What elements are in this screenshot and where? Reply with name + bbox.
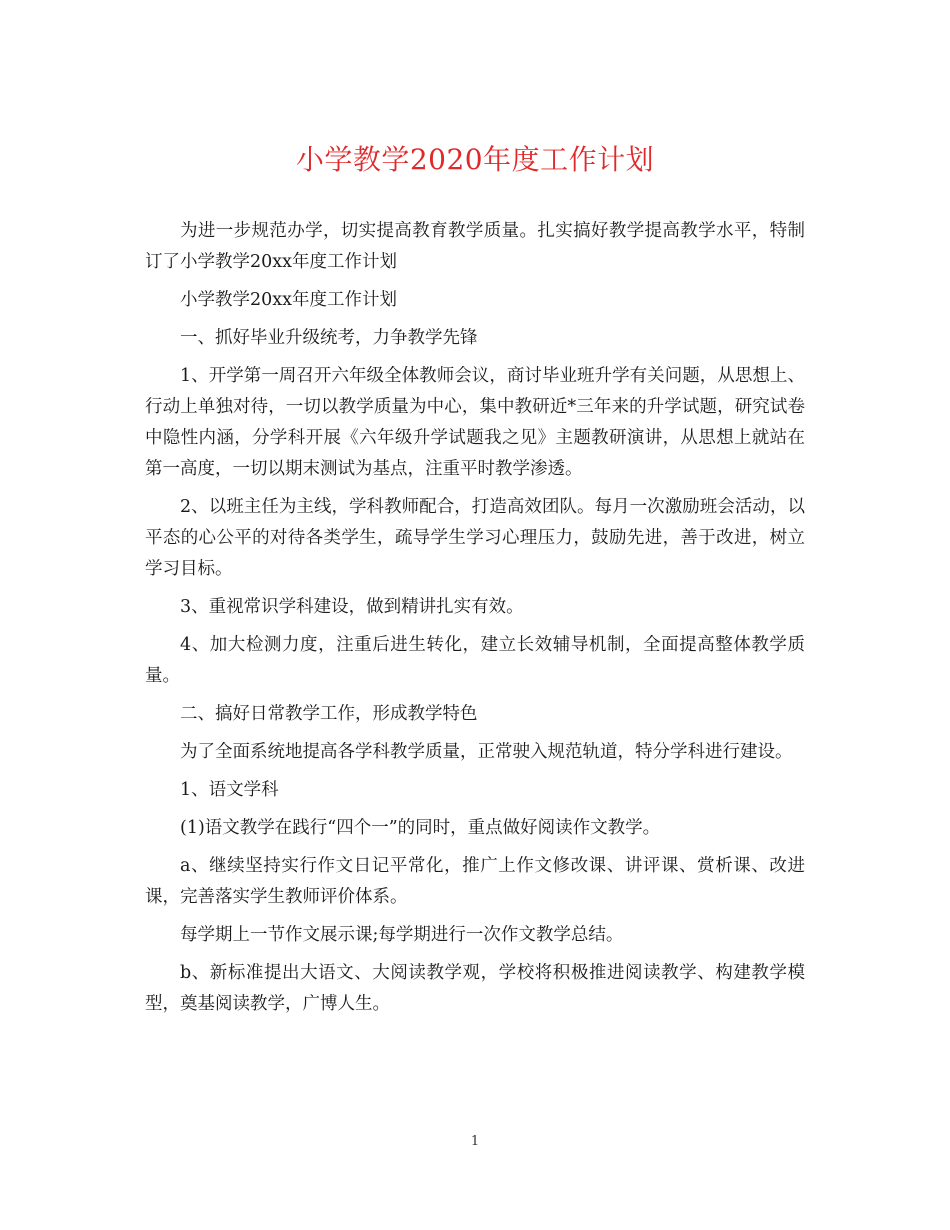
- paragraph-intro: 为进一步规范办学，切实提高教育教学质量。扎实搞好教学提高教学水平，特制订了小学教学20xx年度工作计划: [145, 221, 805, 272]
- paragraph-section-2-intro: 为了全面系统地提高各学科教学质量，正常驶入规范轨道，特分学科进行建设。: [180, 742, 793, 762]
- paragraph-chinese-semester: 每学期上一节作文展示课;每学期进行一次作文教学总结。: [180, 925, 624, 945]
- section-heading-2: 二、搞好日常教学工作，形成教学特色: [180, 704, 478, 724]
- paragraph-item-3: 3、重视常识学科建设，做到精讲扎实有效。: [180, 597, 524, 617]
- subsection-heading-chinese: 1、语文学科: [180, 780, 279, 800]
- paragraph-chinese-b: b、新标准提出大语文、大阅读教学观，学校将积极推进阅读教学、构建教学模型，奠基阅读教学，广博人生。: [145, 963, 805, 1014]
- section-heading-1: 一、抓好毕业升级统考，力争教学先锋: [180, 328, 478, 348]
- page-number: 1: [470, 1134, 480, 1149]
- paragraph-item-4: 4、加大检测力度，注重后进生转化，建立长效辅导机制，全面提高整体教学质量。: [145, 635, 805, 686]
- paragraph-subtitle: 小学教学20xx年度工作计划: [180, 290, 398, 310]
- document-title: 小学教学2020年度工作计划: [295, 143, 655, 176]
- paragraph-item-2: 2、以班主任为主线，学科教师配合，打造高效团队。每月一次激励班会活动，以平态的心公平的对待各类学生，疏导学生学习心理压力，鼓励先进，善于改进，树立学习目标。: [145, 497, 805, 579]
- paragraph-item-1: 1、开学第一周召开六年级全体教师会议，商讨毕业班升学有关问题，从思想上、行动上单独对待，一切以教学质量为中心，集中教研近*三年来的升学试题，研究试卷中隐性内涵，分学科开展《六年级升学试题我之见》主题教研演讲，从思想上就站在第一高度，一切以期末测试为基点，注重平时教学渗透。: [145, 366, 805, 479]
- document-body: [145, 216, 805, 1027]
- paragraph-chinese-1: (1)语文教学在践行“四个一”的同时，重点做好阅读作文教学。: [180, 818, 661, 838]
- paragraph-chinese-a: a、继续坚持实行作文日记平常化，推广上作文修改课、讲评课、赏析课、改进课，完善落实学生教师评价体系。: [145, 856, 805, 907]
